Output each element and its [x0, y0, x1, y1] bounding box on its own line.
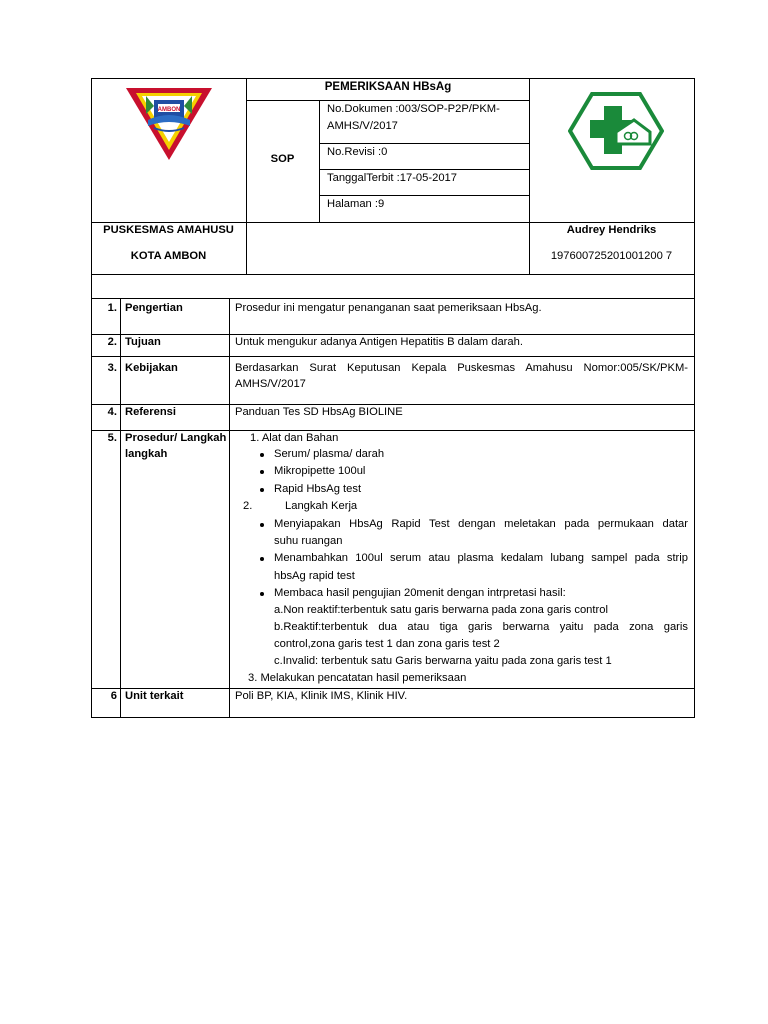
result-reactive-line2: control,zona garis test 1 dan zona garis test 2 — [274, 638, 500, 650]
list-item-micropipette: Mikropipette 100ul — [274, 465, 366, 477]
section-2-text: Untuk mengukur adanya Antigen Hepatitis B dalam darah. — [235, 336, 523, 348]
section-5-label-line1: Prosedur/ Langkah — [125, 432, 227, 444]
signer-nip: 197600725201001200 7 — [550, 250, 673, 262]
section-3-text-line2: AMHS/V/2017 — [235, 378, 306, 390]
bullet — [260, 453, 264, 457]
section-6-number: 6 — [110, 690, 117, 702]
sop-label: SOP — [270, 153, 295, 165]
signer-name: Audrey Hendriks — [566, 224, 657, 236]
issue-date: TanggalTerbit :17-05-2017 — [327, 172, 457, 184]
section-4-text: Panduan Tes SD HbsAg BIOLINE — [235, 406, 403, 418]
section-1-text: Prosedur ini mengatur penanganan saat pemeriksaan HbsAg. — [235, 302, 542, 314]
section-3-label: Kebijakan — [125, 362, 178, 374]
bullet — [260, 592, 264, 596]
page-number: Halaman :9 — [327, 198, 385, 210]
section-5-label-line2: langkah — [125, 448, 168, 460]
section-6-text: Poli BP, KIA, Klinik IMS, Klinik HIV. — [235, 690, 408, 702]
section-1-label: Pengertian — [125, 302, 183, 314]
section-1-number: 1. — [107, 302, 117, 314]
section-3-number: 3. — [107, 362, 117, 374]
work-step-read-result: Membaca hasil pengujian 20menit dengan intrpretasi hasil: — [274, 587, 566, 599]
step-1-heading: 1. Alat dan Bahan — [250, 432, 339, 444]
section-3-text-line1: Berdasarkan Surat Keputusan Kepala Puskesmas Amahusu Nomor:005/SK/PKM- — [235, 362, 688, 374]
result-invalid: c.Invalid: terbentuk satu Garis berwarna yaitu pada zona garis test 1 — [274, 655, 612, 667]
result-non-reactive: a.Non reaktif:terbentuk satu garis berwarna pada zona garis control — [274, 604, 608, 616]
section-2-number: 2. — [107, 336, 117, 348]
section-6-label: Unit terkait — [125, 690, 184, 702]
work-step-prepare-line2: suhu ruangan — [274, 535, 343, 547]
section-4-number: 4. — [107, 406, 117, 418]
section-2-label: Tujuan — [125, 336, 161, 348]
work-step-prepare-line1: Menyiapakan HbsAg Rapid Test dengan meletakan pada permukaan datar — [274, 518, 688, 530]
list-item-rapid-test: Rapid HbsAg test — [274, 483, 362, 495]
section-4-label: Referensi — [125, 406, 176, 418]
list-item-serum: Serum/ plasma/ darah — [274, 448, 385, 460]
work-step-add-serum-line2: hbsAg rapid test — [274, 570, 355, 582]
doc-number-cont: AMHS/V/2017 — [327, 120, 398, 132]
section-5-number: 5. — [107, 432, 117, 444]
city-emblem-logo — [124, 84, 214, 162]
revision-number: No.Revisi :0 — [327, 146, 388, 158]
org-city: KOTA AMBON — [130, 250, 207, 262]
bullet — [260, 488, 264, 492]
work-step-add-serum-line1: Menambahkan 100ul serum atau plasma kedalam lubang sampel pada strip — [274, 552, 688, 564]
bullet — [260, 557, 264, 561]
step-2-heading: Langkah Kerja — [285, 500, 358, 512]
org-name: PUSKESMAS AMAHUSU — [103, 224, 234, 236]
puskesmas-logo — [568, 92, 664, 170]
emblem-logo-text: AMBON — [157, 107, 181, 113]
step-3-heading: 3. Melakukan pencatatan hasil pemeriksaan — [248, 672, 467, 684]
doc-number: No.Dokumen :003/SOP-P2P/PKM- — [327, 103, 500, 115]
result-reactive-line1: b.Reaktif:terbentuk dua atau tiga garis berwarna yaitu pada zona garis — [274, 621, 688, 633]
document-title: PEMERIKSAAN HBsAg — [324, 81, 452, 93]
bullet — [260, 470, 264, 474]
bullet — [260, 523, 264, 527]
step-2-number: 2. — [243, 500, 253, 512]
